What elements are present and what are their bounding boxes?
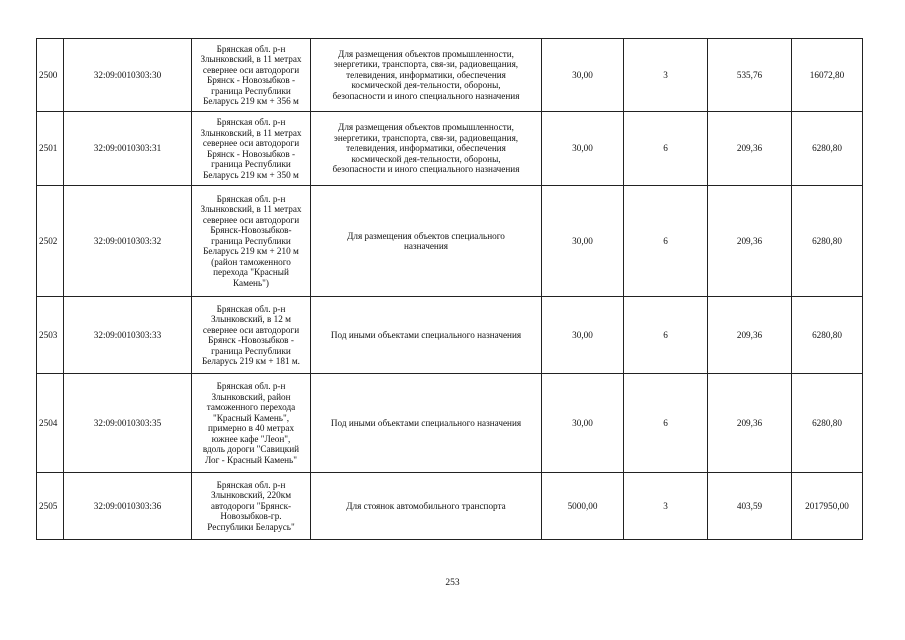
cadastral-number: 32:09:0010303:35 (64, 374, 192, 473)
permitted-use: Для размещения объектов специального назначения (311, 186, 542, 297)
cadastral-value: 6280,80 (792, 297, 863, 374)
permitted-use: Под иными объектами специального назначения (311, 297, 542, 374)
area-value: 30,00 (542, 374, 624, 473)
location-address: Брянская обл. р-н Злынковский, в 11 метрах севернее оси автодороги Брянск - Новозыбков - граница Республики Беларусь 219 км + 356 м (192, 39, 311, 112)
use-group: 6 (624, 112, 708, 186)
row-number: 2505 (37, 473, 64, 540)
row-number: 2503 (37, 297, 64, 374)
row-number: 2502 (37, 186, 64, 297)
location-address: Брянская обл. р-н Злынковский, в 11 метрах севернее оси автодороги Брянск - Новозыбков - граница Республики Беларусь 219 км + 350 м (192, 112, 311, 186)
table-row (37, 297, 863, 374)
specific-value: 209,36 (708, 186, 792, 297)
table-body (37, 39, 863, 540)
row-number: 2504 (37, 374, 64, 473)
table-row (37, 473, 863, 540)
use-group: 6 (624, 297, 708, 374)
location-address: Брянская обл. р-н Злынковский, в 12 м севернее оси автодороги Брянск -Новозыбков - граница Республики Беларусь 219 км + 181 м. (192, 297, 311, 374)
location-address: Брянская обл. р-н Злынковский, район таможенного перехода "Красный Камень", примерно в 40 метрах южнее кафе "Леон", вдоль дороги "Савицкий Лог - Красный Камень" (192, 374, 311, 473)
location-address: Брянская обл. р-н Злынковский, 220км автодороги "Брянск- Новозыбков-гр. Республики Беларусь" (192, 473, 311, 540)
specific-value: 209,36 (708, 112, 792, 186)
table-row (37, 112, 863, 186)
use-group: 6 (624, 186, 708, 297)
table-row (37, 374, 863, 473)
location-address: Брянская обл. р-н Злынковский, в 11 метрах севернее оси автодороги Брянск-Новозыбков- граница Республики Беларусь 219 км + 210 м (район таможенного перехода "Красный Камень") (192, 186, 311, 297)
cadastral-value: 6280,80 (792, 374, 863, 473)
specific-value: 209,36 (708, 297, 792, 374)
cadastral-number: 32:09:0010303:31 (64, 112, 192, 186)
area-value: 30,00 (542, 112, 624, 186)
area-value: 30,00 (542, 297, 624, 374)
use-group: 3 (624, 473, 708, 540)
cadastral-table (36, 38, 863, 540)
area-value: 30,00 (542, 39, 624, 112)
table-row (37, 39, 863, 112)
cadastral-number: 32:09:0010303:33 (64, 297, 192, 374)
use-group: 6 (624, 374, 708, 473)
specific-value: 209,36 (708, 374, 792, 473)
use-group: 3 (624, 39, 708, 112)
specific-value: 535,76 (708, 39, 792, 112)
permitted-use: Для размещения объектов промышленности, энергетики, транспорта, свя-зи, радиовещания, телевидения, информатики, обеспечения космической дея-тельности, обороны, безопасности и иного специального назначения (311, 112, 542, 186)
specific-value: 403,59 (708, 473, 792, 540)
cadastral-number: 32:09:0010303:32 (64, 186, 192, 297)
permitted-use: Для стоянок автомобильного транспорта (311, 473, 542, 540)
cadastral-number: 32:09:0010303:36 (64, 473, 192, 540)
cadastral-value: 6280,80 (792, 186, 863, 297)
permitted-use: Под иными объектами специального назначения (311, 374, 542, 473)
cadastral-number: 32:09:0010303:30 (64, 39, 192, 112)
row-number: 2500 (37, 39, 64, 112)
cadastral-value: 16072,80 (792, 39, 863, 112)
page-number: 253 (445, 578, 460, 588)
cadastral-value: 2017950,00 (792, 473, 863, 540)
cadastral-value: 6280,80 (792, 112, 863, 186)
area-value: 30,00 (542, 186, 624, 297)
area-value: 5000,00 (542, 473, 624, 540)
row-number: 2501 (37, 112, 64, 186)
table-row (37, 186, 863, 297)
permitted-use: Для размещения объектов промышленности, энергетики, транспорта, свя-зи, радиовещания, телевидения, информатики, обеспечения космической дея-тельности, обороны, безопасности и иного специального назначения (311, 39, 542, 112)
